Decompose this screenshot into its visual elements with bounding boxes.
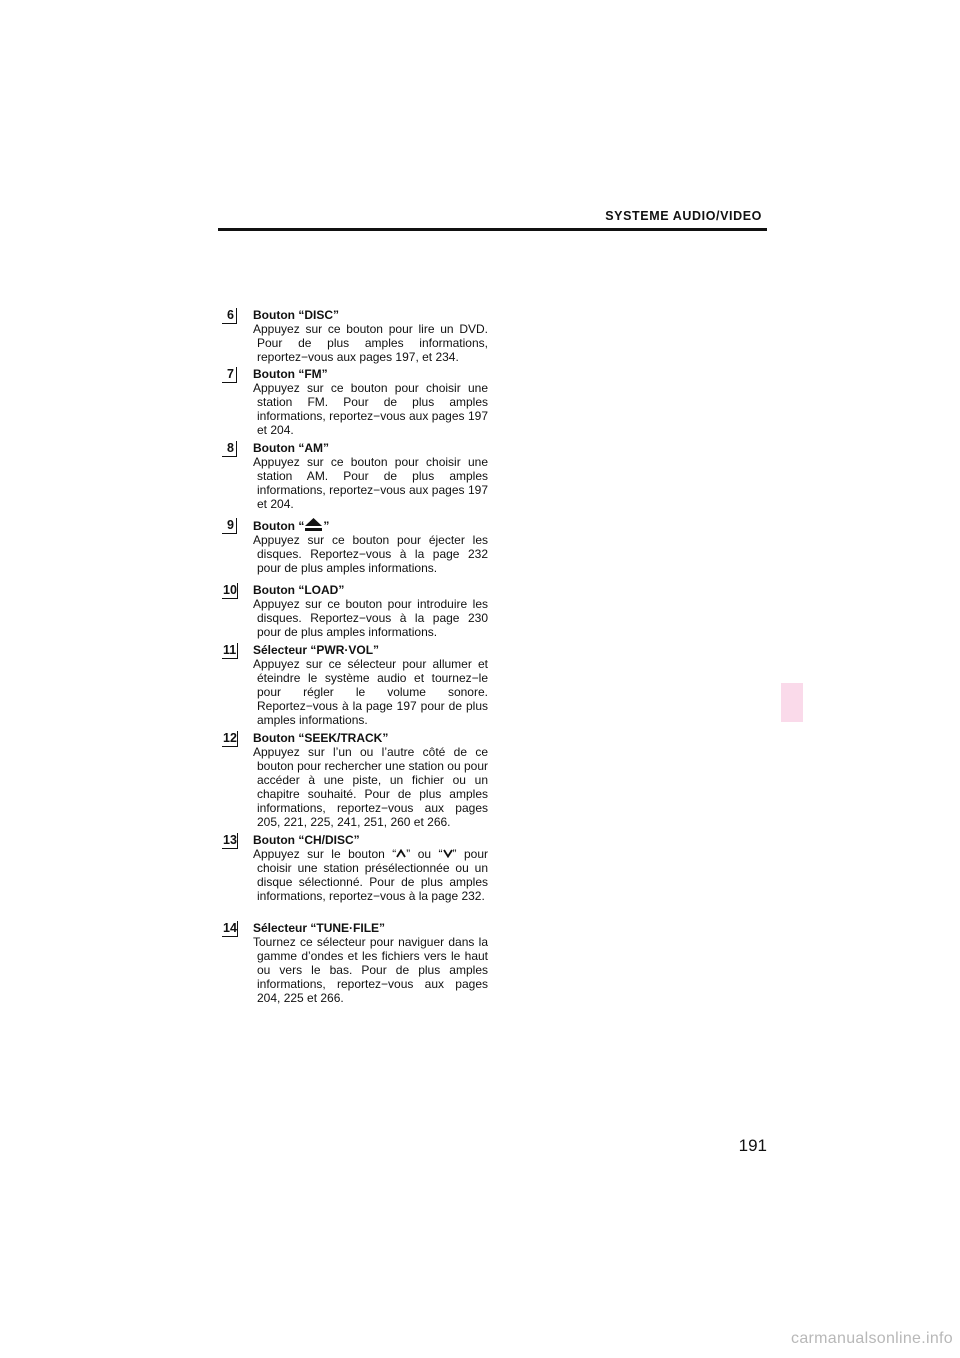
item-number: 14 — [223, 921, 237, 935]
item-number: 9 — [222, 518, 237, 534]
item-title: Bouton “CH/DISC” — [253, 833, 360, 847]
chevron-down-icon — [443, 849, 453, 858]
item-description: Appuyez sur ce bouton pour introduire les disques. Reportez−vous à la page 230 pour de plus amples informations. — [253, 597, 488, 639]
item-number: 10 — [223, 583, 237, 597]
item-description: Appuyez sur ce bouton pour choisir une station FM. Pour de plus amples informations, reportez−vous aux pages 197 et 204. — [253, 381, 488, 437]
footer-watermark[interactable]: carmanualsonline.info — [791, 1330, 953, 1347]
section-tab-marker — [781, 683, 803, 722]
item-title: Sélecteur “TUNE·FILE” — [253, 921, 386, 935]
list-item — [222, 441, 488, 511]
item-title: Bouton “ ” — [253, 519, 330, 533]
item-description: Appuyez sur ce bouton pour choisir une station AM. Pour de plus amples informations, reportez−vous aux pages 197 et 204. — [253, 455, 488, 511]
chevron-up-icon — [396, 849, 406, 858]
item-number: 12 — [223, 731, 237, 745]
header-rule — [218, 228, 767, 231]
item-description: Appuyez sur ce sélecteur pour allumer et éteindre le système audio et tournez−le pour régler le volume sonore. Reportez−vous à la page 197 pour de plus amples informations. — [253, 657, 488, 727]
list-item — [222, 731, 488, 829]
item-description: Appuyez sur le bouton “ ” ou “ ” pour choisir une station présélectionnée ou un disque sélectionné. Pour de plus amples informations, reportez−vous à la page 232. — [253, 847, 488, 903]
list-item — [222, 583, 488, 639]
item-description: Appuyez sur l’un ou l’autre côté de ce bouton pour rechercher une station ou pour accéder à une piste, un fichier ou un chapitre souhaité. Pour de plus amples informations, reportez−vous aux pages 205, 221, 225, 241, 251, 260 et 266. — [253, 745, 488, 829]
item-title: Bouton “AM” — [253, 441, 329, 455]
item-number: 6 — [222, 308, 237, 324]
item-number: 7 — [222, 367, 237, 383]
item-number: 8 — [222, 441, 237, 457]
list-item — [222, 921, 488, 1005]
item-number: 11 — [223, 643, 237, 657]
list-item — [222, 367, 488, 437]
item-description: Tournez ce sélecteur pour naviguer dans la gamme d’ondes et les fichiers vers le haut ou vers le bas. Pour de plus amples informations, reportez−vous aux pages 204, 225 et 266. — [253, 935, 488, 1005]
item-title: Bouton “LOAD” — [253, 583, 345, 597]
item-description: Appuyez sur ce bouton pour éjecter les disques. Reportez−vous à la page 232 pour de plus amples informations. — [253, 533, 488, 575]
list-item — [222, 643, 488, 727]
list-item — [222, 518, 488, 575]
page-number: 191 — [738, 1136, 767, 1155]
list-item — [222, 833, 488, 903]
item-title: Bouton “FM” — [253, 367, 328, 381]
item-title: Sélecteur “PWR·VOL” — [253, 643, 380, 657]
list-item — [222, 308, 488, 364]
item-title: Bouton “DISC” — [253, 308, 339, 322]
item-description: Appuyez sur ce bouton pour lire un DVD. Pour de plus amples informations, reportez−vous aux pages 197, et 234. — [253, 322, 488, 364]
item-title: Bouton “SEEK/TRACK” — [253, 731, 389, 745]
item-number: 13 — [223, 833, 237, 847]
section-title: SYSTEME AUDIO/VIDEO — [605, 209, 762, 223]
eject-icon — [305, 518, 322, 532]
